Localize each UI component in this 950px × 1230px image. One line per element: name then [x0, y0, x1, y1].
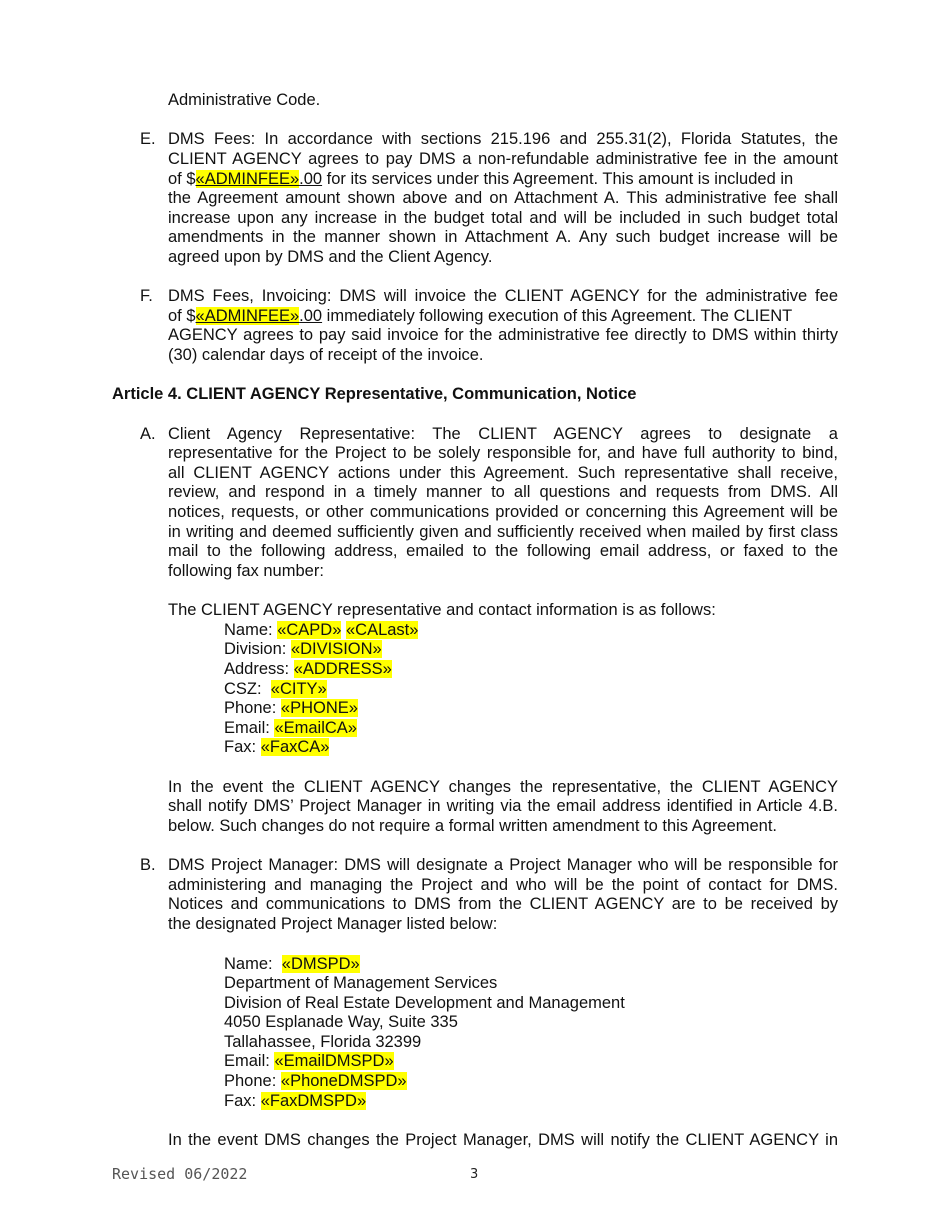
pm-email-row — [224, 1051, 394, 1071]
ca-csz-row — [224, 679, 327, 699]
phone-label: Phone: — [224, 1072, 281, 1090]
ca-fax-row — [224, 737, 329, 757]
section-a-line-5: notices, requests, or other communications provided or concerning this Agreement will be — [168, 503, 838, 521]
section-e-line-2: CLIENT AGENCY agrees to pay DMS a non-refundable administrative fee in the amount — [168, 150, 838, 168]
phone-merge-field: «PHONE» — [280, 699, 358, 717]
text: of $ — [168, 307, 196, 325]
ca-change-line-1: In the event the CLIENT AGENCY changes the representative, the CLIENT AGENCY — [168, 778, 838, 796]
pm-city: Tallahassee, Florida 32399 — [224, 1033, 422, 1051]
division-label: Division: — [224, 640, 291, 658]
section-b-line-3: Notices and communications to DMS from the CLIENT AGENCY are to be received by — [168, 895, 838, 913]
calast-merge-field: «CALast» — [345, 621, 419, 639]
city-merge-field: «CITY» — [270, 680, 327, 698]
capd-merge-field: «CAPD» — [277, 621, 342, 639]
email-label: Email: — [224, 1052, 275, 1070]
section-e-line-3 — [168, 169, 793, 189]
address-label: Address: — [224, 660, 294, 678]
faxdmspd-merge-field: «FaxDMSPD» — [260, 1092, 367, 1110]
section-a-marker: A. — [140, 425, 156, 443]
address-merge-field: «ADDRESS» — [293, 660, 392, 678]
ca-email-row — [224, 718, 357, 738]
section-a-line-8: following fax number: — [168, 562, 324, 580]
ca-change-line-2: shall notify DMS’ Project Manager in writing via the email address identified in Article 4.B. — [168, 797, 838, 815]
pm-division: Division of Real Estate Development and Management — [224, 994, 625, 1012]
pm-phone-row — [224, 1071, 407, 1091]
section-e-marker: E. — [140, 130, 156, 148]
pm-change-line-1: In the event DMS changes the Project Manager, DMS will notify the CLIENT AGENCY in — [168, 1131, 838, 1149]
name-label: Name: — [224, 621, 278, 639]
section-f-line-2 — [168, 306, 792, 326]
fee-cents: .00 — [299, 307, 323, 325]
section-b-line-1: DMS Project Manager: DMS will designate a Project Manager who will be responsible for — [168, 856, 838, 874]
pm-street: 4050 Esplanade Way, Suite 335 — [224, 1013, 458, 1031]
section-a-line-7: mail to the following address, emailed to the following email address, or faxed to the — [168, 542, 838, 560]
faxca-merge-field: «FaxCA» — [260, 738, 330, 756]
email-label: Email: — [224, 719, 275, 737]
admin-code-text: Administrative Code. — [168, 91, 321, 109]
dmspd-merge-field: «DMSPD» — [281, 955, 360, 973]
pm-department: Department of Management Services — [224, 974, 498, 992]
section-f-line-4: (30) calendar days of receipt of the invoice. — [168, 346, 484, 364]
phone-label: Phone: — [224, 699, 281, 717]
adminfee-merge-field: «ADMINFEE» — [195, 170, 300, 188]
section-e-line-6: amendments in the manner shown in Attachment A. Any such budget increase will be — [168, 228, 838, 246]
section-a-line-1: Client Agency Representative: The CLIENT AGENCY agrees to designate a — [168, 425, 838, 443]
section-e-line-1: DMS Fees: In accordance with sections 215.196 and 255.31(2), Florida Statutes, the — [168, 130, 838, 148]
section-f-marker: F. — [140, 287, 153, 305]
section-f-line-1: DMS Fees, Invoicing: DMS will invoice the CLIENT AGENCY for the administrative fee — [168, 287, 838, 305]
phonedmspd-merge-field: «PhoneDMSPD» — [280, 1072, 407, 1090]
section-f-line-3: AGENCY agrees to pay said invoice for the administrative fee directly to DMS within thirty — [168, 326, 838, 344]
ca-name-row — [224, 620, 418, 640]
section-a-line-2: representative for the Project to be solely responsible for, and have full authority to bind, — [168, 444, 838, 462]
section-e-line-7: agreed upon by DMS and the Client Agency. — [168, 248, 493, 266]
text: of $ — [168, 170, 196, 188]
ca-change-line-3: below. Such changes do not require a formal written amendment to this Agreement. — [168, 817, 778, 835]
section-b-line-4: the designated Project Manager listed below: — [168, 915, 498, 933]
contact-intro: The CLIENT AGENCY representative and contact information is as follows: — [168, 601, 716, 619]
text: immediately following execution of this Agreement. The CLIENT — [322, 307, 793, 325]
section-b-line-2: administering and managing the Project and who will be the point of contact for DMS. — [168, 876, 838, 894]
section-e-line-4: the Agreement amount shown above and on Attachment A. This administrative fee shall — [168, 189, 838, 207]
emaildmspd-merge-field: «EmailDMSPD» — [274, 1052, 394, 1070]
ca-division-row — [224, 639, 382, 659]
section-a-line-6: in writing and deemed sufficiently given and sufficiently received when mailed by first class — [168, 523, 838, 541]
section-e-line-5: increase upon any increase in the budget total and will be included in such budget total — [168, 209, 838, 227]
fax-label: Fax: — [224, 738, 261, 756]
page-number: 3 — [470, 1167, 479, 1182]
section-b-marker: B. — [140, 856, 156, 874]
name-label: Name: — [224, 955, 282, 973]
section-a-line-3: all CLIENT AGENCY actions under this Agreement. Such representative shall receive, — [168, 464, 838, 482]
fax-label: Fax: — [224, 1092, 261, 1110]
adminfee-merge-field: «ADMINFEE» — [195, 307, 300, 325]
section-a-line-4: review, and respond in a timely manner to all questions and requests from DMS. All — [168, 483, 838, 501]
text: for its services under this Agreement. This amount is included in — [322, 170, 794, 188]
ca-phone-row — [224, 698, 358, 718]
fee-cents: .00 — [299, 170, 323, 188]
pm-fax-row — [224, 1091, 366, 1111]
ca-address-row — [224, 659, 392, 679]
pm-name-row — [224, 954, 360, 974]
footer-revised: Revised 06/2022 — [112, 1165, 248, 1183]
division-merge-field: «DIVISION» — [290, 640, 382, 658]
csz-label: CSZ: — [224, 680, 271, 698]
emailca-merge-field: «EmailCA» — [274, 719, 357, 737]
article-4-heading: Article 4. CLIENT AGENCY Representative, Communication, Notice — [112, 385, 637, 403]
